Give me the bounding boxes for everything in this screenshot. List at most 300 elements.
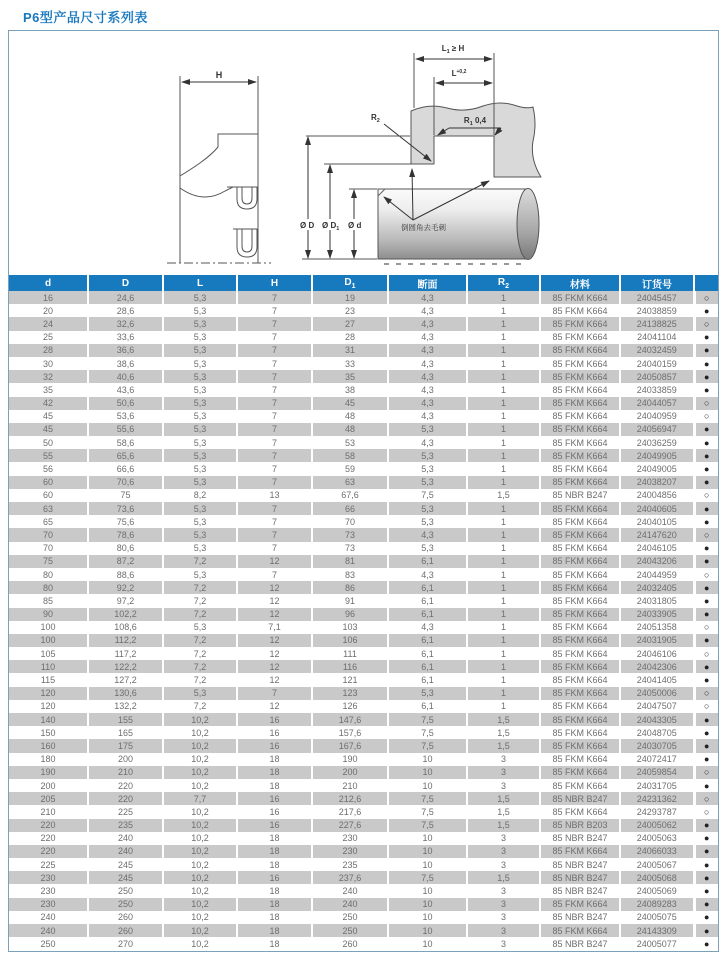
r2-radius-label: $R_2$ [371, 113, 380, 124]
table-cell: 24138825 [620, 317, 694, 330]
table-cell: 220 [40, 846, 56, 857]
table-cell: 24042306 [620, 660, 694, 673]
table-cell: 85 FKM K664 [540, 528, 620, 541]
table-cell: 12 [237, 660, 312, 673]
table-cell: 10,2 [163, 805, 237, 818]
table-cell: 70 [42, 529, 53, 540]
table-cell: 7 [237, 462, 312, 475]
table-cell: 10,2 [163, 726, 237, 739]
table-row [9, 634, 718, 647]
table-row [9, 515, 718, 528]
table-cell: 7,2 [163, 660, 237, 673]
table-cell: 28 [42, 345, 53, 356]
table-cell: 12 [237, 634, 312, 647]
table-cell: 165 [88, 726, 163, 739]
table-cell: 200 [312, 766, 388, 779]
table-cell: 73 [312, 542, 388, 555]
table-cell: 220 [40, 820, 56, 831]
table-cell: 12 [237, 594, 312, 607]
availability-indicator: ● [694, 357, 718, 370]
table-cell: 1 [467, 647, 540, 660]
table-cell: 80 [42, 582, 53, 593]
table-cell: 24043206 [620, 555, 694, 568]
table-row [9, 489, 718, 502]
table-cell: 157,6 [312, 726, 388, 739]
table-cell: 1 [467, 687, 540, 700]
availability-indicator: ● [694, 739, 718, 752]
availability-indicator: ○ [694, 647, 718, 660]
table-cell: 10 [388, 766, 467, 779]
table-cell: 1 [467, 370, 540, 383]
table-cell: 5,3 [388, 476, 467, 489]
table-cell: 85 FKM K664 [540, 502, 620, 515]
table-row [9, 753, 718, 766]
table-row [9, 621, 718, 634]
table-cell: 225 [88, 805, 163, 818]
table-cell: 16 [237, 726, 312, 739]
table-cell: 1 [467, 660, 540, 673]
availability-indicator: ● [694, 383, 718, 396]
table-cell: 230 [312, 845, 388, 858]
table-cell: 1 [467, 581, 540, 594]
table-cell: 6,1 [388, 581, 467, 594]
table-cell: 32 [42, 371, 53, 382]
dia-d-label: Ø d [348, 221, 362, 230]
table-cell: 190 [312, 753, 388, 766]
table-cell: 12 [237, 700, 312, 713]
table-row [9, 673, 718, 686]
table-cell: 5,3 [163, 423, 237, 436]
table-cell: 1 [467, 700, 540, 713]
column-header: $D_1$ [312, 275, 388, 291]
table-cell: 4,3 [388, 344, 467, 357]
table-row [9, 660, 718, 673]
table-cell: 5,3 [163, 515, 237, 528]
table-cell: 1 [467, 476, 540, 489]
table-cell: 24005067 [620, 858, 694, 871]
height-dim-label: H [215, 70, 223, 80]
table-cell: 10 [388, 884, 467, 897]
table-row [9, 700, 718, 713]
table-cell: 85 NBR B247 [540, 884, 620, 897]
table-cell: 24,6 [88, 291, 163, 304]
table-row [9, 805, 718, 818]
table-cell: 85 FKM K664 [540, 423, 620, 436]
table-cell: 1 [467, 608, 540, 621]
dia-D1-label: Ø $D_1$ [322, 221, 340, 232]
table-cell: 85 FKM K664 [540, 766, 620, 779]
table-cell: 85 FKM K664 [540, 594, 620, 607]
table-cell: 7 [237, 410, 312, 423]
table-cell: 24050857 [620, 370, 694, 383]
table-cell: 180 [40, 754, 56, 765]
table-cell: 5,3 [163, 397, 237, 410]
table-cell: 260 [88, 924, 163, 937]
table-cell: 1,5 [467, 805, 540, 818]
table-cell: 10,2 [163, 832, 237, 845]
groove-width-dim-label: $L^{+0,2}$ [451, 69, 467, 78]
table-cell: 70,6 [88, 476, 163, 489]
table-cell: 220 [88, 779, 163, 792]
table-cell: 24147620 [620, 528, 694, 541]
column-header: H [237, 275, 312, 291]
table-cell: 10,2 [163, 924, 237, 937]
table-cell: 24004856 [620, 489, 694, 502]
table-cell: 5,3 [163, 462, 237, 475]
table-cell: 85 FKM K664 [540, 436, 620, 449]
table-cell: 111 [312, 647, 388, 660]
table-cell: 5,3 [163, 528, 237, 541]
table-cell: 7 [237, 528, 312, 541]
table-row [9, 845, 718, 858]
table-cell: 83 [312, 568, 388, 581]
table-cell: 212,6 [312, 792, 388, 805]
table-cell: 3 [467, 779, 540, 792]
table-cell: 10,2 [163, 911, 237, 924]
table-cell: 85 FKM K664 [540, 476, 620, 489]
table-cell: 24043305 [620, 713, 694, 726]
column-header: d [9, 275, 88, 291]
table-cell: 147,6 [312, 713, 388, 726]
table-cell: 245 [88, 871, 163, 884]
table-cell: 1 [467, 634, 540, 647]
table-cell: 1 [467, 555, 540, 568]
table-cell: 48 [312, 410, 388, 423]
table-cell: 3 [467, 911, 540, 924]
table-cell: 240 [40, 925, 56, 936]
table-cell: 78,6 [88, 528, 163, 541]
table-cell: 260 [312, 937, 388, 951]
table-cell: 24 [42, 318, 53, 329]
table-cell: 10,2 [163, 739, 237, 752]
table-cell: 1 [467, 410, 540, 423]
table-cell: 7 [237, 357, 312, 370]
table-cell: 5,3 [388, 687, 467, 700]
table-cell: 85 NBR B247 [540, 911, 620, 924]
table-cell: 85 FKM K664 [540, 383, 620, 396]
table-cell: 115 [40, 675, 56, 686]
table-row [9, 871, 718, 884]
table-cell: 6,1 [388, 634, 467, 647]
table-cell: 7 [237, 304, 312, 317]
table-cell: 10 [388, 911, 467, 924]
table-cell: 16 [237, 805, 312, 818]
table-cell: 19 [312, 291, 388, 304]
table-cell: 18 [237, 911, 312, 924]
table-cell: 85 FKM K664 [540, 726, 620, 739]
table-row [9, 898, 718, 911]
table-cell: 7,5 [388, 739, 467, 752]
table-cell: 1,5 [467, 726, 540, 739]
table-cell: 6,1 [388, 608, 467, 621]
table-cell: 63 [42, 503, 53, 514]
column-header: 材料 [540, 275, 620, 291]
table-body [9, 291, 718, 951]
table-cell: 7,2 [163, 555, 237, 568]
table-cell: 92,2 [88, 581, 163, 594]
availability-indicator: ○ [694, 489, 718, 502]
table-cell: 7 [237, 397, 312, 410]
dia-D-label: Ø D [300, 221, 315, 230]
table-cell: 10,2 [163, 779, 237, 792]
table-row [9, 911, 718, 924]
availability-indicator: ○ [694, 621, 718, 634]
table-cell: 123 [312, 687, 388, 700]
availability-indicator: ● [694, 476, 718, 489]
table-cell: 85 FKM K664 [540, 634, 620, 647]
table-cell: 190 [40, 767, 56, 778]
table-cell: 250 [88, 898, 163, 911]
table-cell: 205 [40, 793, 56, 804]
table-cell: 1,5 [467, 792, 540, 805]
column-header [694, 275, 718, 291]
table-cell: 5,3 [163, 410, 237, 423]
table-cell: 167,6 [312, 739, 388, 752]
table-cell: 18 [237, 845, 312, 858]
table-cell: 3 [467, 845, 540, 858]
table-cell: 7 [237, 291, 312, 304]
availability-indicator: ● [694, 370, 718, 383]
table-cell: 85 FKM K664 [540, 660, 620, 673]
table-cell: 1 [467, 515, 540, 528]
table-cell: 85 [42, 595, 53, 606]
table-cell: 24005069 [620, 884, 694, 897]
table-cell: 24030705 [620, 739, 694, 752]
column-header: L [163, 275, 237, 291]
table-cell: 24005068 [620, 871, 694, 884]
table-cell: 7 [237, 687, 312, 700]
technical-drawing [9, 31, 718, 275]
table-cell: 10,2 [163, 845, 237, 858]
table-cell: 24005077 [620, 937, 694, 951]
table-cell: 260 [88, 911, 163, 924]
table-cell: 5,3 [163, 344, 237, 357]
table-cell: 85 NBR B247 [540, 871, 620, 884]
table-cell: 3 [467, 753, 540, 766]
table-cell: 240 [312, 884, 388, 897]
table-cell: 24048705 [620, 726, 694, 739]
table-cell: 10 [388, 937, 467, 951]
table-cell: 4,3 [388, 436, 467, 449]
table-cell: 7,5 [388, 713, 467, 726]
table-row [9, 357, 718, 370]
table-cell: 102,2 [88, 608, 163, 621]
availability-indicator: ● [694, 449, 718, 462]
table-cell: 85 NBR B247 [540, 792, 620, 805]
table-cell: 5,3 [163, 476, 237, 489]
table-cell: 42 [42, 398, 53, 409]
table-cell: 110 [40, 661, 56, 672]
table-cell: 1 [467, 449, 540, 462]
table-cell: 18 [237, 924, 312, 937]
table-cell: 91 [312, 594, 388, 607]
table-cell: 75 [42, 556, 53, 567]
table-cell: 85 FKM K664 [540, 608, 620, 621]
table-cell: 1,5 [467, 713, 540, 726]
table-cell: 7,2 [163, 647, 237, 660]
table-cell: 55,6 [88, 423, 163, 436]
availability-indicator: ● [694, 594, 718, 607]
table-cell: 6,1 [388, 700, 467, 713]
table-row [9, 779, 718, 792]
table-header-row [9, 275, 718, 291]
table-cell: 85 FKM K664 [540, 449, 620, 462]
table-cell: 7,5 [388, 489, 467, 502]
table-row [9, 370, 718, 383]
table-cell: 7,2 [163, 581, 237, 594]
table-cell: 127,2 [88, 673, 163, 686]
table-cell: 4,3 [388, 317, 467, 330]
table-cell: 85 FKM K664 [540, 924, 620, 937]
table-cell: 235 [88, 819, 163, 832]
table-cell: 175 [88, 739, 163, 752]
availability-indicator: ● [694, 779, 718, 792]
table-cell: 24050006 [620, 687, 694, 700]
table-cell: 88,6 [88, 568, 163, 581]
table-cell: 1,5 [467, 739, 540, 752]
table-cell: 24045457 [620, 291, 694, 304]
table-cell: 18 [237, 898, 312, 911]
table-cell: 24040105 [620, 515, 694, 528]
table-cell: 8,2 [163, 489, 237, 502]
table-cell: 97,2 [88, 594, 163, 607]
table-cell: 1 [467, 344, 540, 357]
table-cell: 100 [40, 622, 56, 633]
table-cell: 24143309 [620, 924, 694, 937]
table-cell: 7 [237, 383, 312, 396]
table-cell: 12 [237, 555, 312, 568]
table-cell: 16 [42, 292, 53, 303]
page-title: P6型产品尺寸系列表 [23, 10, 148, 25]
availability-indicator: ○ [694, 397, 718, 410]
table-row [9, 502, 718, 515]
table-cell: 10,2 [163, 937, 237, 951]
table-cell: 3 [467, 858, 540, 871]
availability-indicator: ● [694, 331, 718, 344]
table-cell: 240 [88, 832, 163, 845]
table-cell: 24231362 [620, 792, 694, 805]
table-row [9, 937, 718, 951]
table-row [9, 423, 718, 436]
table-cell: 4,3 [388, 410, 467, 423]
table-cell: 85 NBR B203 [540, 819, 620, 832]
table-row [9, 449, 718, 462]
table-row [9, 766, 718, 779]
table-cell: 10,2 [163, 819, 237, 832]
table-cell: 80,6 [88, 542, 163, 555]
table-cell: 1 [467, 594, 540, 607]
table-row [9, 344, 718, 357]
table-cell: 24041104 [620, 331, 694, 344]
table-cell: 220 [40, 833, 56, 844]
table-cell: 10 [388, 832, 467, 845]
table-cell: 250 [312, 911, 388, 924]
table-cell: 1 [467, 568, 540, 581]
table-cell: 1 [467, 304, 540, 317]
table-cell: 130,6 [88, 687, 163, 700]
table-cell: 3 [467, 924, 540, 937]
table-cell: 7 [237, 515, 312, 528]
table-cell: 85 FKM K664 [540, 410, 620, 423]
table-cell: 24032405 [620, 581, 694, 594]
availability-indicator: ○ [694, 805, 718, 818]
table-cell: 5,3 [388, 502, 467, 515]
table-cell: 1 [467, 542, 540, 555]
availability-indicator: ○ [694, 568, 718, 581]
table-row [9, 555, 718, 568]
table-cell: 27 [312, 317, 388, 330]
table-cell: 28,6 [88, 304, 163, 317]
table-cell: 108,6 [88, 621, 163, 634]
table-cell: 4,3 [388, 621, 467, 634]
table-row [9, 317, 718, 330]
availability-indicator: ● [694, 608, 718, 621]
groove-depth-dim-label: $L_1 \ge H$ [441, 44, 465, 55]
table-cell: 65 [42, 516, 53, 527]
table-cell: 5,3 [163, 370, 237, 383]
table-cell: 24038207 [620, 476, 694, 489]
table-cell: 38 [312, 383, 388, 396]
table-cell: 4,3 [388, 528, 467, 541]
table-cell: 7 [237, 449, 312, 462]
table-cell: 85 FKM K664 [540, 673, 620, 686]
table-cell: 24031705 [620, 779, 694, 792]
table-cell: 1 [467, 357, 540, 370]
table-cell: 85 FKM K664 [540, 397, 620, 410]
table-cell: 250 [312, 924, 388, 937]
table-cell: 24293787 [620, 805, 694, 818]
table-cell: 4,3 [388, 291, 467, 304]
table-row [9, 581, 718, 594]
table-cell: 24040159 [620, 357, 694, 370]
availability-indicator: ○ [694, 766, 718, 779]
table-cell: 7 [237, 331, 312, 344]
table-cell: 85 NBR B247 [540, 937, 620, 951]
availability-indicator: ● [694, 898, 718, 911]
table-row [9, 594, 718, 607]
table-cell: 225 [40, 859, 56, 870]
table-cell: 85 FKM K664 [540, 568, 620, 581]
table-cell: 70 [42, 543, 53, 554]
table-cell: 40,6 [88, 370, 163, 383]
table-cell: 1 [467, 383, 540, 396]
installation-figure [298, 44, 541, 264]
table-cell: 10 [388, 845, 467, 858]
availability-indicator: ● [694, 660, 718, 673]
table-cell: 7 [237, 344, 312, 357]
table-row [9, 397, 718, 410]
availability-indicator: ● [694, 304, 718, 317]
table-cell: 66,6 [88, 462, 163, 475]
table-cell: 18 [237, 884, 312, 897]
table-cell: 150 [40, 727, 56, 738]
table-cell: 240 [40, 912, 56, 923]
table-cell: 55 [42, 450, 53, 461]
table-cell: 80 [42, 569, 53, 580]
table-cell: 10,2 [163, 871, 237, 884]
table-cell: 106 [312, 634, 388, 647]
table-cell: 24033859 [620, 383, 694, 396]
table-cell: 4,3 [388, 304, 467, 317]
r1-radius-label: $R_1$ 0,4 [463, 116, 487, 127]
table-cell: 70 [312, 515, 388, 528]
column-header: 订货号 [620, 275, 694, 291]
table-cell: 85 FKM K664 [540, 357, 620, 370]
table-cell: 5,3 [163, 304, 237, 317]
table-cell: 24046106 [620, 647, 694, 660]
table-cell: 1 [467, 621, 540, 634]
table-cell: 1 [467, 462, 540, 475]
